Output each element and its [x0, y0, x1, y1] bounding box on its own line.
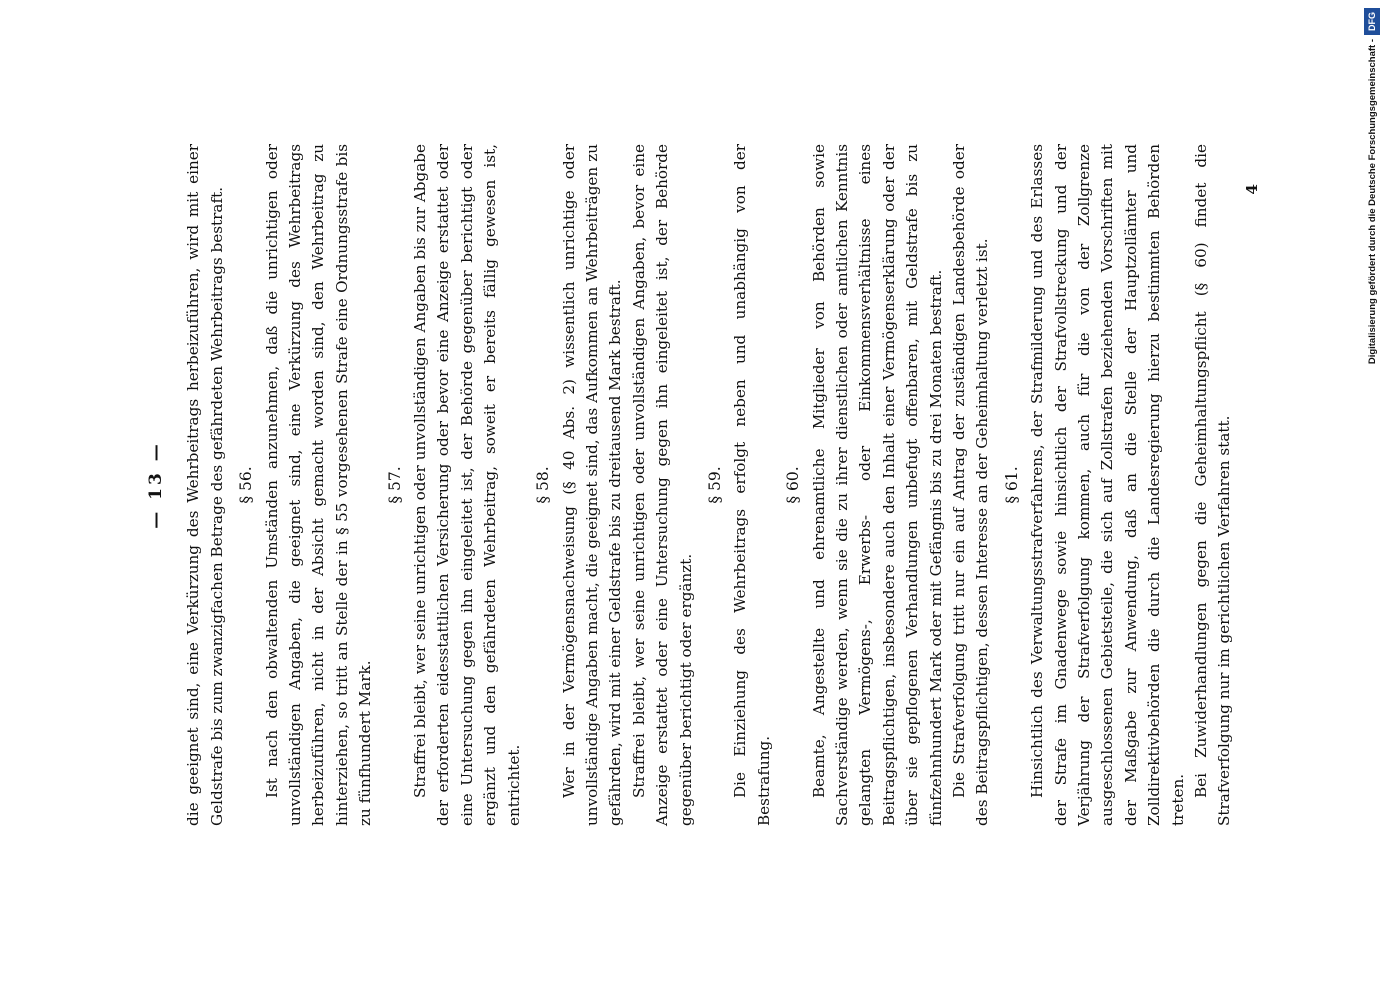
digitization-credit	[1363, 8, 1381, 408]
section-61-text: Hinsichtlich des Verwaltungsstrafverfahrens, der Strafmilderung und des Erlasses der Strafe im Gnadenwege sowie hinsichtlich der Strafvollstreckung und der Verjährung der Strafverfolgung kommen, auch für die von der Zollgrenze ausgeschlossenen Gebietsteile, die sich auf Zollstrafen beziehenden Vorschriften mit der Maßgabe zur Anwendung, daß an die Stelle der Hauptzollämter und Zolldirektivbehörden die durch die Landesregierung hierzu bestimmten Behörden treten.	[1028, 144, 1187, 826]
section-heading-61: § 61.	[1002, 466, 1021, 504]
section-60-text: Beamte, Angestellte und ehrenamtliche Mitglieder von Behörden sowie Sachverständige werden, wenn sie die zu ihrer dienstlichen oder amtlichen Kenntnis gelangten Vermögens-, Erwerbs- oder Einkommensverhältnisse eines Beitragspflichtigen, insbesondere auch den Inhalt einer Vermögenserklärung oder der über sie gepflogenen Verhandlungen unbefugt offenbaren, mit Geldstrafe bis zu fünfzehnhundert Mark oder mit Gefängnis bis zu drei Monaten bestraft.	[809, 144, 945, 826]
section-58-text: Wer in der Vermögensnachweisung (§ 40 Abs. 2) wissentlich unrichtige oder unvollständige Angaben macht, die geeignet sind, das Aufkommen an Wehrbeiträgen zu gefährden, wird mit einer Geldstrafe bis zu dreitausend Mark bestraft.	[559, 144, 625, 826]
section-59-text: Die Einziehung des Wehrbeitrags erfolgt neben und unabhängig von der Bestrafung.	[731, 144, 773, 826]
section-heading-59: § 59.	[705, 466, 724, 504]
section-60-text-2: Die Strafverfolgung tritt nur ein auf Antrag der zuständigen Landesbehörde oder des Beitragspflichtigen, dessen Interesse an der Geheimhaltung verletzt ist.	[950, 144, 992, 826]
dfg-logo-icon: DFG	[1364, 8, 1380, 35]
sheet-signature-mark: 4	[1242, 184, 1261, 195]
page-content	[145, 140, 1265, 830]
digitization-credit-line	[1363, 8, 1381, 408]
section-heading-60: § 60.	[784, 466, 803, 504]
section-58-text-2: Straffrei bleibt, wer seine unrichtigen oder unvollständigen Angaben, bevor eine Anzeige erstattet oder eine Untersuchung gegen ihn eingeleitet ist, der Behörde gegenüber berichtigt oder ergänzt.	[629, 144, 695, 826]
section-heading-56: § 56.	[237, 466, 256, 504]
rotated-text-region	[145, 140, 1265, 830]
credit-text: Digitalisierung gefördert durch die Deutsche Forschungsgemeinschaft -	[1366, 39, 1378, 365]
section-heading-57: § 57.	[385, 466, 404, 504]
paragraph-continuation: die geeignet sind, eine Verkürzung des Wehrbeitrags herbeizuführen, wird mit einer Geldstrafe bis zum zwanzigfachen Betrage des gefährdeten Wehrbeitrags bestraft.	[184, 144, 226, 826]
section-61-text-2: Bei Zuwiderhandlungen gegen die Geheimhaltungspflicht (§ 60) findet die Strafverfolgung nur im gerichtlichen Verfahren statt.	[1192, 144, 1234, 826]
section-56-text: Ist nach den obwaltenden Umständen anzunehmen, daß die unrichtigen oder unvollständigen Angaben, die geeignet sind, eine Verkürzung des Wehrbeitrags herbeizuführen, nicht in der Absicht gemacht worden sind, den Wehrbeitrag zu hinterziehen, so tritt an Stelle der in § 55 vorgesehenen Strafe eine Ordnungsstrafe bis zu fünfhundert Mark.	[262, 144, 375, 826]
section-57-text: Straffrei bleibt, wer seine unrichtigen oder unvollständigen Angaben bis zur Abgabe der erforderten eidesstattlichen Versicherung oder bevor eine Anzeige erstattet oder eine Untersuchung gegen ihn eingeleitet ist, der Behörde gegenüber berichtigt oder ergänzt und den gefährdeten Wehrbeitrag, soweit er bereits fällig gewesen ist, entrichtet.	[411, 144, 523, 826]
page-number: — 13 —	[146, 441, 166, 529]
rotated-text-frame	[145, 140, 1265, 830]
section-heading-58: § 58.	[534, 466, 553, 504]
